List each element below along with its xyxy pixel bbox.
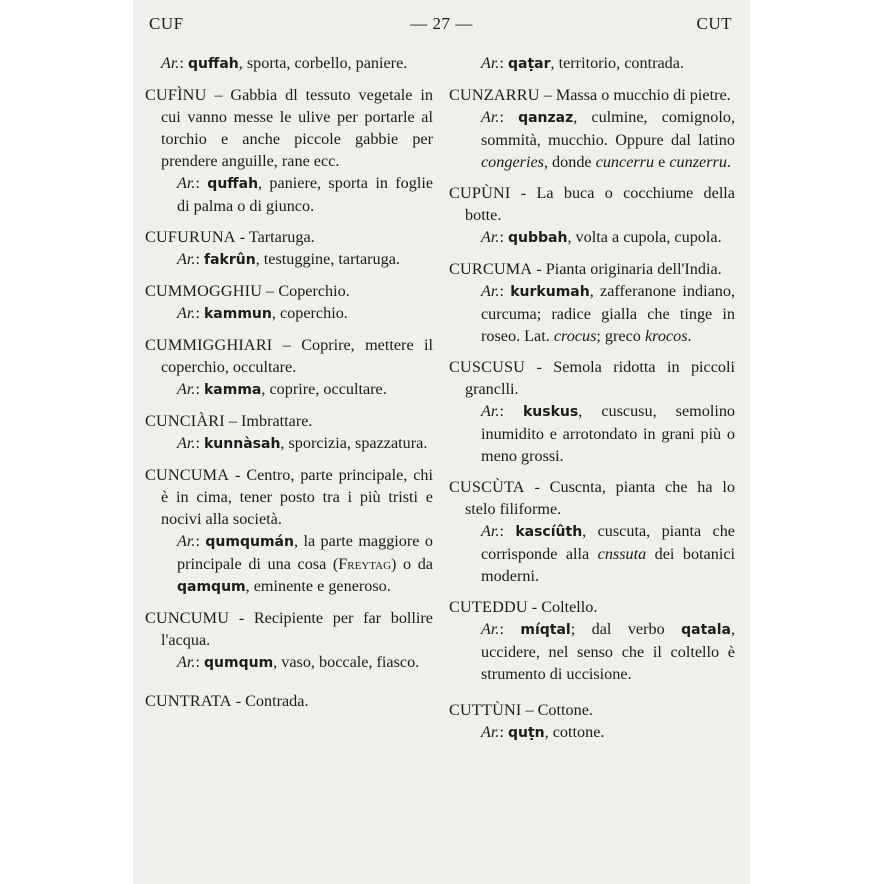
arabic-word: kascíûth bbox=[515, 524, 583, 540]
ar-gloss: , sporta, corbello, paniere. bbox=[238, 54, 408, 72]
headword: CUTEDDU bbox=[449, 598, 528, 616]
entry-cuteddu: CUTEDDU - Coltello. Ar.: míqtal; dal verbo qatala, uccidere, nel senso che il coltello è strumento di uccisione. bbox=[449, 598, 736, 683]
ar-gloss: ; greco bbox=[596, 327, 645, 345]
page-number: — 27 — bbox=[410, 14, 473, 33]
ar-label: Ar. bbox=[481, 54, 500, 72]
definition: – Cottone. bbox=[521, 701, 593, 719]
definition: – Gabbia dl tessuto vegetale in cui vanno messe le ulive per portarle al torchio e anche piccole gabbie per prendere anguille, rane ecc. bbox=[161, 86, 433, 170]
definition: – Imbrattare. bbox=[224, 412, 313, 430]
ar-gloss: , volta a cupola, cupola. bbox=[567, 228, 722, 246]
ar-gloss: , cuscusu, semolino inumidito e arrotondato in grani più o meno grossi. bbox=[481, 402, 736, 465]
ar-label: Ar. bbox=[161, 54, 180, 72]
ar-gloss: , territorio, contrada. bbox=[550, 54, 685, 72]
definition: - Semola ridotta in piccoli granclli. bbox=[465, 358, 735, 398]
headword: CUNCIÀRI bbox=[145, 412, 225, 430]
entry-cupuni: CUPÙNI - La buca o cocchiume della botte. Ar.: qubbah, volta a cupola, cupola. bbox=[449, 184, 735, 246]
headword: CUMMOGGHIU bbox=[145, 282, 263, 300]
latin-word: cnssuta bbox=[597, 545, 647, 563]
headword: CUTTÙNI bbox=[449, 701, 522, 719]
entry-cuntrata bbox=[145, 690, 433, 712]
ar-label: Ar. bbox=[177, 653, 196, 671]
definition: - Cuscnta, pianta che ha lo stelo filiforme. bbox=[465, 478, 735, 518]
entry-continuation: Ar.: qaṭar, territorio, contrada. bbox=[481, 54, 685, 72]
ar-gloss: , donde bbox=[543, 153, 596, 171]
arabic-word: quṭn bbox=[508, 725, 545, 741]
headword: CUFURUNA bbox=[145, 228, 236, 246]
arabic-word: quffah bbox=[207, 176, 259, 192]
arabic-word: quffah bbox=[188, 56, 239, 72]
ar-gloss: , coperchio. bbox=[271, 304, 348, 322]
entry-cuscuta: CUSCÙTA - Cuscnta, pianta che ha lo stelo filiforme. Ar.: kascíûth, cuscuta, pianta che corrisponde alla cnssuta dei botanici moderni. bbox=[449, 478, 736, 585]
arabic-word: kurkumah bbox=[510, 284, 590, 300]
ar-label: Ar. bbox=[177, 250, 196, 268]
arabic-word: qaṭar bbox=[508, 56, 551, 72]
entry-cummigghiari: CUMMIGGHIARI – Coprire, mettere il coperchio, occultare. Ar.: kamma, coprire, occultare. bbox=[145, 336, 433, 398]
ar-gloss: dei botanici moderni. bbox=[481, 545, 736, 585]
entry-cuscusu: CUSCUSU - Semola ridotta in piccoli granclli. Ar.: kuskus, cuscusu, semolino inumidito e arrotondato in grani più o meno grossi. bbox=[449, 358, 736, 465]
definition: – Coperchio. bbox=[262, 282, 350, 300]
ar-gloss: , testuggine, tartaruga. bbox=[255, 250, 400, 268]
ar-gloss: e bbox=[654, 153, 670, 171]
ar-gloss: , sporcizia, spazzatura. bbox=[280, 434, 428, 452]
ar-gloss: , uccidere, nel senso che il coltello è strumento di uccisione. bbox=[481, 620, 736, 683]
ar-gloss: , eminente e generoso. bbox=[245, 577, 391, 595]
left-column bbox=[145, 52, 433, 721]
entry-curcuma: CURCUMA - Pianta originaria dell'India. Ar.: kurkumah, zafferanone indiano, curcuma; radice gialla che tinge in roseo. Lat. crocus; greco krocos. bbox=[449, 260, 735, 345]
ar-label: Ar. bbox=[177, 304, 196, 322]
latin-word: congeries bbox=[481, 153, 544, 171]
headword: CUPÙNI bbox=[449, 184, 511, 202]
ar-label: Ar. bbox=[177, 380, 196, 398]
variant-word: cuncerru bbox=[595, 153, 655, 171]
arabic-word: kuskus bbox=[523, 404, 579, 420]
running-head-left: CUF bbox=[149, 14, 184, 33]
ar-gloss: , paniere, sporta in foglie di palma o di giunco. bbox=[177, 174, 434, 215]
definition: - La buca o cocchiume della botte. bbox=[465, 184, 735, 224]
entry-cunzarru: CUNZARRU – Massa o mucchio di pietre. Ar.: qanzaz, culmine, comignolo, sommità, mucchio. Oppure dal latino congeries, donde cuncerru e cunzerru. bbox=[449, 86, 735, 171]
definition: – Massa o mucchio di pietre. bbox=[539, 86, 731, 104]
headword: CUNCUMA bbox=[145, 466, 230, 484]
ar-label: Ar. bbox=[481, 282, 500, 300]
entry-cuncuma: CUNCUMA - Centro, parte principale, chi è in cima, tener posto tra i più tristi e nocivi alla società. Ar.: qumqumán, la parte maggiore o principale di una cosa (Freytag) o da qamqum, eminente e generoso. bbox=[145, 466, 433, 595]
arabic-word: kamma bbox=[204, 382, 262, 398]
ar-gloss: , culmine, comignolo, sommità, mucchio. Oppure dal latino bbox=[481, 108, 735, 149]
ar-label: Ar. bbox=[177, 532, 196, 550]
headword: CUFÌNU bbox=[145, 86, 207, 104]
entry-cuncumu: CUNCUMU - Recipiente per far bollire l'acqua. Ar.: qumqum, vaso, boccale, fiasco. bbox=[145, 609, 433, 671]
headword: CURCUMA bbox=[449, 260, 533, 278]
ar-label: Ar. bbox=[481, 723, 500, 741]
definition: - Tartaruga. bbox=[235, 228, 315, 246]
definition: - Centro, parte principale, chi è in cima, tener posto tra i più tristi e nocivi alla società. bbox=[161, 466, 433, 528]
entry-cufinu: CUFÌNU – Gabbia dl tessuto vegetale in cui vanno messe le ulive per portarle al torchio e anche piccole gabbie per prendere anguille, rane ecc. Ar.: quffah, paniere, sporta in foglie di palma o di giunco. bbox=[145, 86, 434, 215]
arabic-word: qatala bbox=[681, 622, 731, 638]
variant-word: cunzerru bbox=[669, 153, 727, 171]
arabic-word: fakrûn bbox=[204, 252, 256, 268]
ar-label: Ar. bbox=[481, 108, 500, 126]
headword: CUNCUMU bbox=[145, 609, 230, 627]
ar-gloss: , vaso, boccale, fiasco. bbox=[273, 653, 420, 671]
headword: CUSCUSU bbox=[449, 358, 526, 376]
arabic-word: qumqumán bbox=[205, 534, 294, 550]
book-page bbox=[133, 0, 750, 884]
headword: CUNTRATA bbox=[145, 692, 232, 710]
ar-gloss: ; dal verbo bbox=[570, 620, 682, 638]
entry-continuation: Ar.: quffah, sporta, corbello, paniere. bbox=[161, 54, 408, 72]
latin-word: crocus bbox=[553, 327, 597, 345]
arabic-word: qanzaz bbox=[518, 110, 574, 126]
ar-label: Ar. bbox=[481, 522, 500, 540]
arabic-word: kammun bbox=[204, 306, 272, 322]
arabic-word: míqtal bbox=[520, 622, 571, 638]
entry-cufuruna: CUFURUNA - Tartaruga. Ar.: fakrûn, testuggine, tartaruga. bbox=[145, 228, 400, 268]
definition: - Contrada. bbox=[231, 692, 309, 710]
ar-label: Ar. bbox=[481, 620, 500, 638]
headword: CUMMIGGHIARI bbox=[145, 336, 273, 354]
entry-cuttuni: CUTTÙNI – Cottone. Ar.: quṭn, cottone. bbox=[449, 701, 605, 741]
definition: – Coprire, mettere il coperchio, occultare. bbox=[161, 336, 433, 376]
greek-word: krocos bbox=[644, 327, 688, 345]
ar-gloss: , zafferanone indiano, curcuma; radice gialla che tinge in roseo. Lat. bbox=[481, 282, 735, 345]
definition: - Pianta originaria dell'India. bbox=[532, 260, 722, 278]
ar-label: Ar. bbox=[177, 434, 196, 452]
arabic-word: kunnàsah bbox=[204, 436, 281, 452]
running-head-right: CUT bbox=[696, 14, 732, 33]
ar-label: Ar. bbox=[177, 174, 196, 192]
ar-label: Ar. bbox=[481, 402, 500, 420]
ar-gloss: , coprire, occultare. bbox=[261, 380, 387, 398]
ar-gloss: ) o da bbox=[391, 555, 433, 573]
source-citation: Freytag bbox=[338, 555, 392, 573]
arabic-word: qubbah bbox=[508, 230, 568, 246]
arabic-word: qamqum bbox=[177, 579, 246, 595]
ar-gloss: , cottone. bbox=[544, 723, 605, 741]
entry-cummogghiu: CUMMOGGHIU – Coperchio. Ar.: kammun, coperchio. bbox=[145, 282, 350, 322]
definition: - Coltello. bbox=[527, 598, 598, 616]
arabic-word: qumqum bbox=[204, 655, 274, 671]
ar-label: Ar. bbox=[481, 228, 500, 246]
ar-gloss: , cuscuta, pianta che corrisponde alla bbox=[481, 522, 735, 563]
definition: - Recipiente per far bollire l'acqua. bbox=[161, 609, 433, 649]
ar-gloss: . bbox=[687, 327, 692, 345]
right-column bbox=[449, 52, 735, 753]
entry-cunciari: CUNCIÀRI – Imbrattare. Ar.: kunnàsah, sporcizia, spazzatura. bbox=[145, 412, 428, 452]
headword: CUNZARRU bbox=[449, 86, 540, 104]
ar-gloss: , la parte maggiore o principale di una cosa ( bbox=[177, 532, 433, 573]
headword: CUSCÙTA bbox=[449, 478, 525, 496]
ar-gloss: . bbox=[726, 153, 731, 171]
